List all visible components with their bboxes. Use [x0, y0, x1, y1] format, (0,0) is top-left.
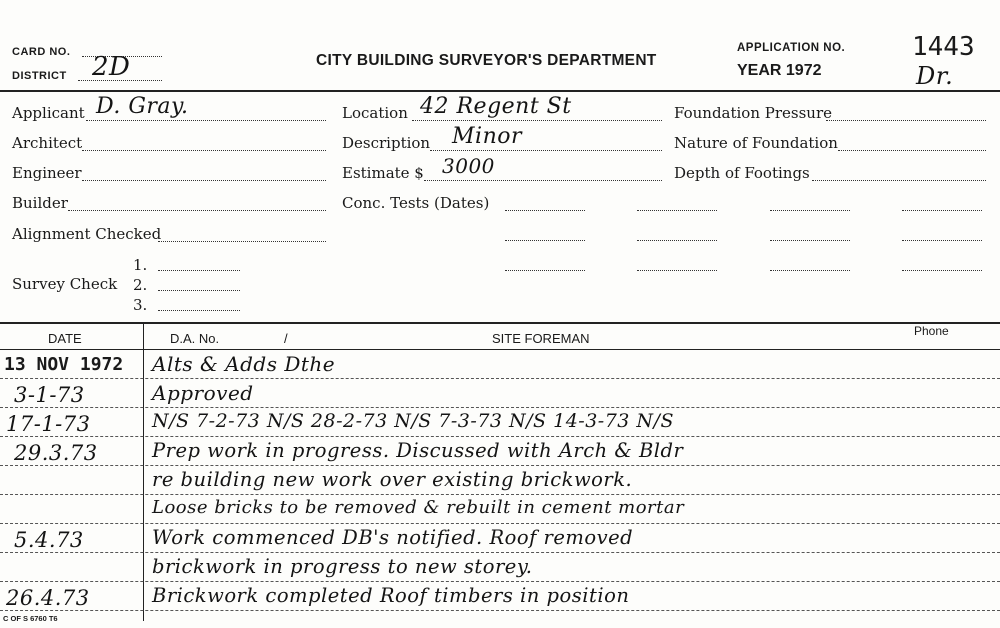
foundation-pressure-label: Foundation Pressure	[674, 104, 833, 122]
col-da-slash: /	[284, 331, 288, 346]
row-entry-7: Work commenced DB's notified. Roof removed	[152, 526, 634, 549]
applicant-line	[86, 120, 326, 121]
location-label: Location	[342, 104, 408, 122]
architect-line	[82, 150, 326, 151]
row-rule-6	[0, 523, 1000, 524]
nature-foundation-line	[838, 150, 986, 151]
location-value: 42 Regent St	[420, 94, 572, 119]
builder-label: Builder	[12, 194, 68, 212]
row-date-1: 13 NOV 1972	[4, 354, 124, 375]
form-code: C OF S 6760 T6	[3, 614, 58, 623]
row-rule-4	[0, 465, 1000, 466]
conc-line-3d	[902, 270, 982, 271]
row-date-9: 26.4.73	[6, 586, 90, 610]
engineer-line	[82, 180, 326, 181]
row-date-3: 17-1-73	[6, 412, 91, 436]
builder-line	[68, 210, 326, 211]
application-label: APPLICATION NO.	[737, 42, 846, 54]
conc-line-1d	[902, 210, 982, 211]
row-rule-8	[0, 581, 1000, 582]
card-no-label: CARD NO.	[12, 46, 71, 58]
row-entry-6: Loose bricks to be removed & rebuilt in cement mortar	[152, 497, 685, 518]
conc-line-1a	[505, 210, 585, 211]
survey-item-2: 2.	[133, 276, 148, 294]
header-divider	[0, 90, 1000, 92]
department-title: CITY BUILDING SURVEYOR'S DEPARTMENT	[316, 52, 657, 69]
application-number: 1443	[912, 32, 975, 62]
applicant-label: Applicant	[12, 104, 85, 122]
survey-item-1: 1.	[133, 256, 148, 274]
depth-footings-line	[812, 180, 986, 181]
log-header-underline	[0, 349, 1000, 350]
row-entry-9: Brickwork completed Roof timbers in position	[152, 584, 630, 607]
year-label: YEAR 1972	[737, 62, 822, 79]
row-rule-1	[0, 378, 1000, 379]
district-label: DISTRICT	[12, 70, 67, 82]
location-line	[412, 120, 662, 121]
survey-line-2	[158, 290, 240, 291]
estimate-line	[424, 180, 662, 181]
conc-line-2d	[902, 240, 982, 241]
engineer-label: Engineer	[12, 164, 82, 182]
col-phone-header: Phone	[914, 324, 949, 338]
conc-line-2a	[505, 240, 585, 241]
nature-foundation-label: Nature of Foundation	[674, 134, 838, 152]
survey-line-3	[158, 310, 240, 311]
survey-label: Survey Check	[12, 275, 118, 293]
description-label: Description	[342, 134, 431, 152]
conc-line-1b	[637, 210, 717, 211]
row-entry-8: brickwork in progress to new storey.	[152, 555, 533, 578]
col-foreman-header: SITE FOREMAN	[492, 331, 590, 346]
row-entry-2: Approved	[152, 381, 254, 405]
conc-tests-label: Conc. Tests (Dates)	[342, 194, 490, 212]
row-rule-7	[0, 552, 1000, 553]
conc-line-3c	[770, 270, 850, 271]
conc-line-1c	[770, 210, 850, 211]
row-date-4: 29.3.73	[14, 441, 98, 465]
signature-initials: Dr.	[916, 62, 954, 90]
alignment-label: Alignment Checked	[12, 225, 162, 243]
row-entry-3: N/S 7-2-73 N/S 28-2-73 N/S 7-3-73 N/S 14-3-73 N/S	[152, 410, 674, 432]
row-entry-1: Alts & Adds Dthe	[152, 352, 336, 376]
conc-line-2b	[637, 240, 717, 241]
applicant-value: D. Gray.	[96, 94, 189, 119]
row-rule-3	[0, 436, 1000, 437]
conc-line-2c	[770, 240, 850, 241]
architect-label: Architect	[12, 134, 83, 152]
col-da-header: D.A. No.	[170, 331, 220, 346]
log-top-border	[0, 322, 1000, 324]
date-column-divider	[143, 323, 144, 621]
description-value: Minor	[452, 124, 522, 149]
conc-line-3a	[505, 270, 585, 271]
description-line	[430, 150, 662, 151]
conc-line-3b	[637, 270, 717, 271]
alignment-line	[158, 241, 326, 242]
district-value: 2D	[92, 52, 131, 82]
row-rule-2	[0, 407, 1000, 408]
row-rule-9	[0, 610, 1000, 611]
survey-line-1	[158, 270, 240, 271]
row-rule-5	[0, 494, 1000, 495]
row-entry-5: re building new work over existing brickwork.	[152, 468, 633, 491]
row-entry-4: Prep work in progress. Discussed with Arch & Bldr	[152, 439, 684, 462]
estimate-value: 3000	[442, 154, 495, 178]
col-date-header: DATE	[48, 331, 82, 346]
row-date-2: 3-1-73	[14, 383, 85, 407]
survey-item-3: 3.	[133, 296, 148, 314]
estimate-label: Estimate $	[342, 164, 424, 182]
row-date-7: 5.4.73	[14, 528, 84, 552]
depth-footings-label: Depth of Footings	[674, 164, 810, 182]
foundation-pressure-line	[826, 120, 986, 121]
